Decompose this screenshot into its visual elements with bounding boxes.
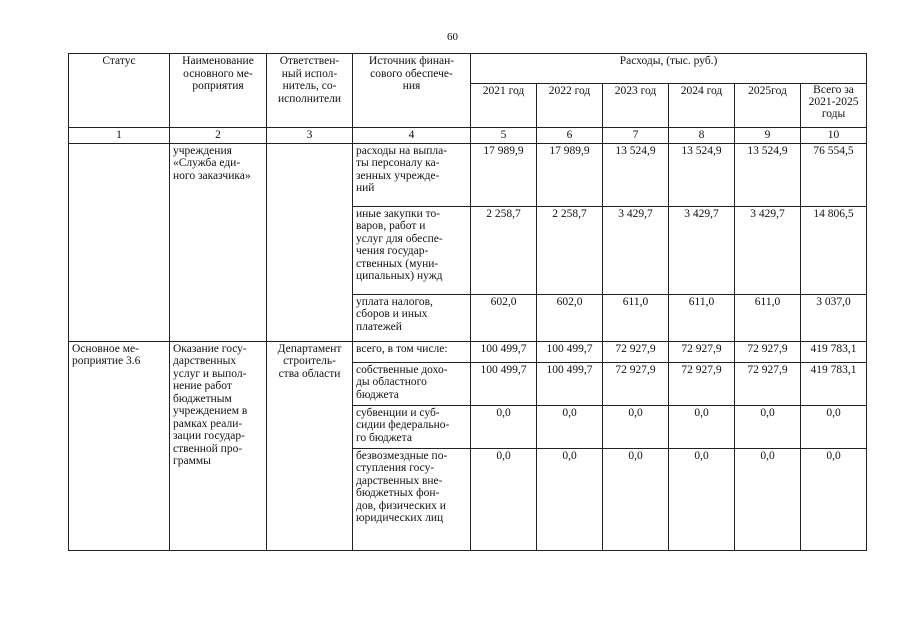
column-number: 8 <box>669 128 735 144</box>
header-name: Наименование основного ме- роприятия <box>170 54 267 128</box>
total-cell: 419 783,1 <box>801 362 867 405</box>
value-cell: 0,0 <box>471 448 537 550</box>
measure-responsible: Департамент строитель- ства области <box>267 341 353 550</box>
value-cell: 602,0 <box>471 294 537 341</box>
value-cell: 3 429,7 <box>735 206 801 294</box>
value-cell: 0,0 <box>603 405 669 448</box>
column-number: 4 <box>353 128 471 144</box>
value-cell: 0,0 <box>669 405 735 448</box>
value-cell: 100 499,7 <box>471 362 537 405</box>
source-cell: уплата налогов, сборов и иных платежей <box>353 294 471 341</box>
header-source: Источник финан- сового обеспече- ния <box>353 54 471 128</box>
column-number: 2 <box>170 128 267 144</box>
value-cell: 72 927,9 <box>735 362 801 405</box>
source-cell: безвозмездные по- ступления госу- дарственных вне- бюджетных фон- дов, физических и юридических лиц <box>353 448 471 550</box>
header-year-2021: 2021 год <box>471 84 537 128</box>
value-cell: 2 258,7 <box>537 206 603 294</box>
header-year-2023: 2023 год <box>603 84 669 128</box>
value-cell: 72 927,9 <box>603 362 669 405</box>
column-number: 7 <box>603 128 669 144</box>
header-status: Статус <box>69 54 170 128</box>
continuation-name: учреждения «Служба еди- ного заказчика» <box>170 143 267 341</box>
value-cell: 602,0 <box>537 294 603 341</box>
total-cell: 76 554,5 <box>801 143 867 206</box>
value-cell: 17 989,9 <box>471 143 537 206</box>
source-cell: всего, в том числе: <box>353 341 471 362</box>
header-year-2025: 2025год <box>735 84 801 128</box>
value-cell: 72 927,9 <box>735 341 801 362</box>
total-cell: 0,0 <box>801 405 867 448</box>
header-year-2024: 2024 год <box>669 84 735 128</box>
budget-table <box>68 53 867 551</box>
header-responsible: Ответствен- ный испол- нитель, со- исполнители <box>267 54 353 128</box>
measure-status: Основное ме- роприятие 3.6 <box>69 341 170 550</box>
value-cell: 100 499,7 <box>471 341 537 362</box>
value-cell: 13 524,9 <box>735 143 801 206</box>
value-cell: 0,0 <box>537 448 603 550</box>
column-number: 1 <box>69 128 170 144</box>
value-cell: 100 499,7 <box>537 362 603 405</box>
source-cell: иные закупки то- варов, работ и услуг для обеспе- чения государ- ственных (муни- ципальных) нужд <box>353 206 471 294</box>
source-cell: собственные дохо- ды областного бюджета <box>353 362 471 405</box>
column-number: 10 <box>801 128 867 144</box>
measure-name: Оказание госу- дарственных услуг и выпол- нение работ бюджетным учреждением в рамках реали- зации государ- ственной про- граммы <box>170 341 267 550</box>
value-cell: 2 258,7 <box>471 206 537 294</box>
total-cell: 0,0 <box>801 448 867 550</box>
value-cell: 0,0 <box>603 448 669 550</box>
table-row <box>69 341 867 362</box>
continuation-responsible-cell <box>267 143 353 341</box>
header-expenses: Расходы, (тыс. руб.) <box>471 54 867 84</box>
header-row <box>69 54 867 84</box>
value-cell: 0,0 <box>537 405 603 448</box>
value-cell: 0,0 <box>735 448 801 550</box>
value-cell: 0,0 <box>471 405 537 448</box>
value-cell: 3 429,7 <box>603 206 669 294</box>
column-number: 6 <box>537 128 603 144</box>
column-number-row <box>69 128 867 144</box>
value-cell: 0,0 <box>735 405 801 448</box>
value-cell: 611,0 <box>603 294 669 341</box>
source-cell: субвенции и суб- сидии федерально- го бюджета <box>353 405 471 448</box>
value-cell: 3 429,7 <box>669 206 735 294</box>
value-cell: 0,0 <box>669 448 735 550</box>
header-year-2022: 2022 год <box>537 84 603 128</box>
total-cell: 14 806,5 <box>801 206 867 294</box>
column-number: 5 <box>471 128 537 144</box>
table-row <box>69 143 867 206</box>
page-number: 60 <box>447 31 458 43</box>
value-cell: 13 524,9 <box>669 143 735 206</box>
value-cell: 100 499,7 <box>537 341 603 362</box>
value-cell: 72 927,9 <box>669 362 735 405</box>
value-cell: 611,0 <box>735 294 801 341</box>
value-cell: 72 927,9 <box>669 341 735 362</box>
column-number: 3 <box>267 128 353 144</box>
source-cell: расходы на выпла- ты персоналу ка- зенных учрежде- ний <box>353 143 471 206</box>
column-number: 9 <box>735 128 801 144</box>
total-cell: 3 037,0 <box>801 294 867 341</box>
value-cell: 17 989,9 <box>537 143 603 206</box>
value-cell: 611,0 <box>669 294 735 341</box>
continuation-status-cell <box>69 143 170 341</box>
value-cell: 13 524,9 <box>603 143 669 206</box>
value-cell: 72 927,9 <box>603 341 669 362</box>
total-cell: 419 783,1 <box>801 341 867 362</box>
header-total: Всего за 2021-2025 годы <box>801 84 867 128</box>
